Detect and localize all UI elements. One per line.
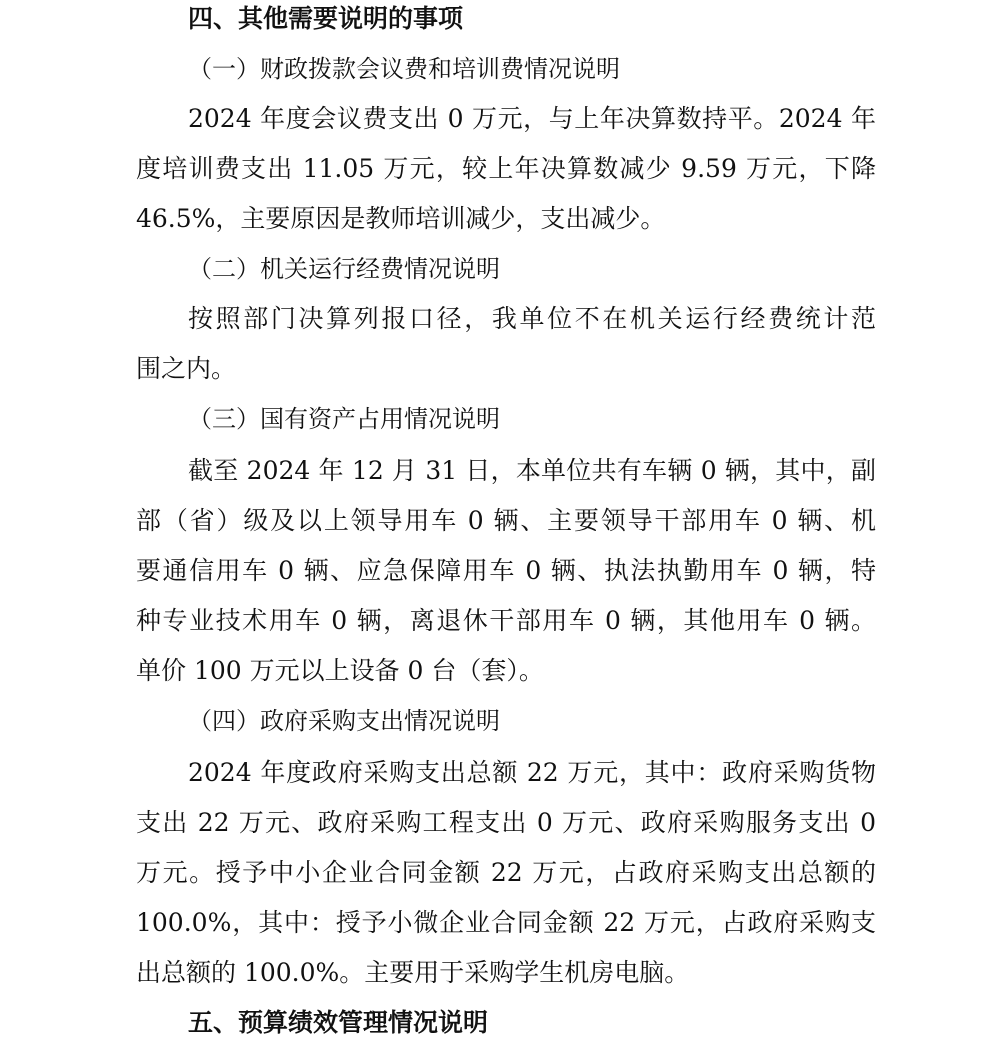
paragraph-line: 按照部门决算列报口径，我单位不在机关运行经费统计范 <box>188 304 876 333</box>
subheading-operating-expenses: （二）机关运行经费情况说明 <box>188 255 500 283</box>
paragraph-line: 万元。授予中小企业合同金额 22 万元，占政府采购支出总额的 <box>136 858 876 887</box>
heading-section-5: 五、预算绩效管理情况说明 <box>188 1008 489 1037</box>
paragraph-line: 单价 100 万元以上设备 0 台（套）。 <box>136 656 544 685</box>
subheading-government-procurement: （四）政府采购支出情况说明 <box>188 707 500 735</box>
paragraph-line: 截至 2024 年 12 月 31 日，本单位共有车辆 0 辆，其中，副 <box>188 456 876 485</box>
subheading-meeting-training-fees: （一）财政拨款会议费和培训费情况说明 <box>188 55 620 83</box>
paragraph-line: 种专业技术用车 0 辆，离退休干部用车 0 辆，其他用车 0 辆。 <box>136 606 876 635</box>
paragraph-line: 要通信用车 0 辆、应急保障用车 0 辆、执法执勤用车 0 辆，特 <box>136 556 876 585</box>
paragraph-line: 2024 年度政府采购支出总额 22 万元，其中：政府采购货物 <box>188 758 876 787</box>
paragraph-line: 46.5%，主要原因是教师培训减少，支出减少。 <box>136 204 666 233</box>
heading-section-4: 四、其他需要说明的事项 <box>188 4 464 33</box>
paragraph-line: 度培训费支出 11.05 万元，较上年决算数减少 9.59 万元，下降 <box>136 154 876 183</box>
paragraph-line: 100.0%，其中：授予小微企业合同金额 22 万元，占政府采购支 <box>136 908 876 937</box>
paragraph-line: 部（省）级及以上领导用车 0 辆、主要领导干部用车 0 辆、机 <box>136 506 876 535</box>
paragraph-line: 围之内。 <box>136 354 237 383</box>
subheading-state-assets: （三）国有资产占用情况说明 <box>188 405 500 433</box>
paragraph-line: 出总额的 100.0%。主要用于采购学生机房电脑。 <box>136 958 690 987</box>
paragraph-line: 支出 22 万元、政府采购工程支出 0 万元、政府采购服务支出 0 <box>136 808 876 837</box>
paragraph-line: 2024 年度会议费支出 0 万元，与上年决算数持平。2024 年 <box>188 104 876 133</box>
